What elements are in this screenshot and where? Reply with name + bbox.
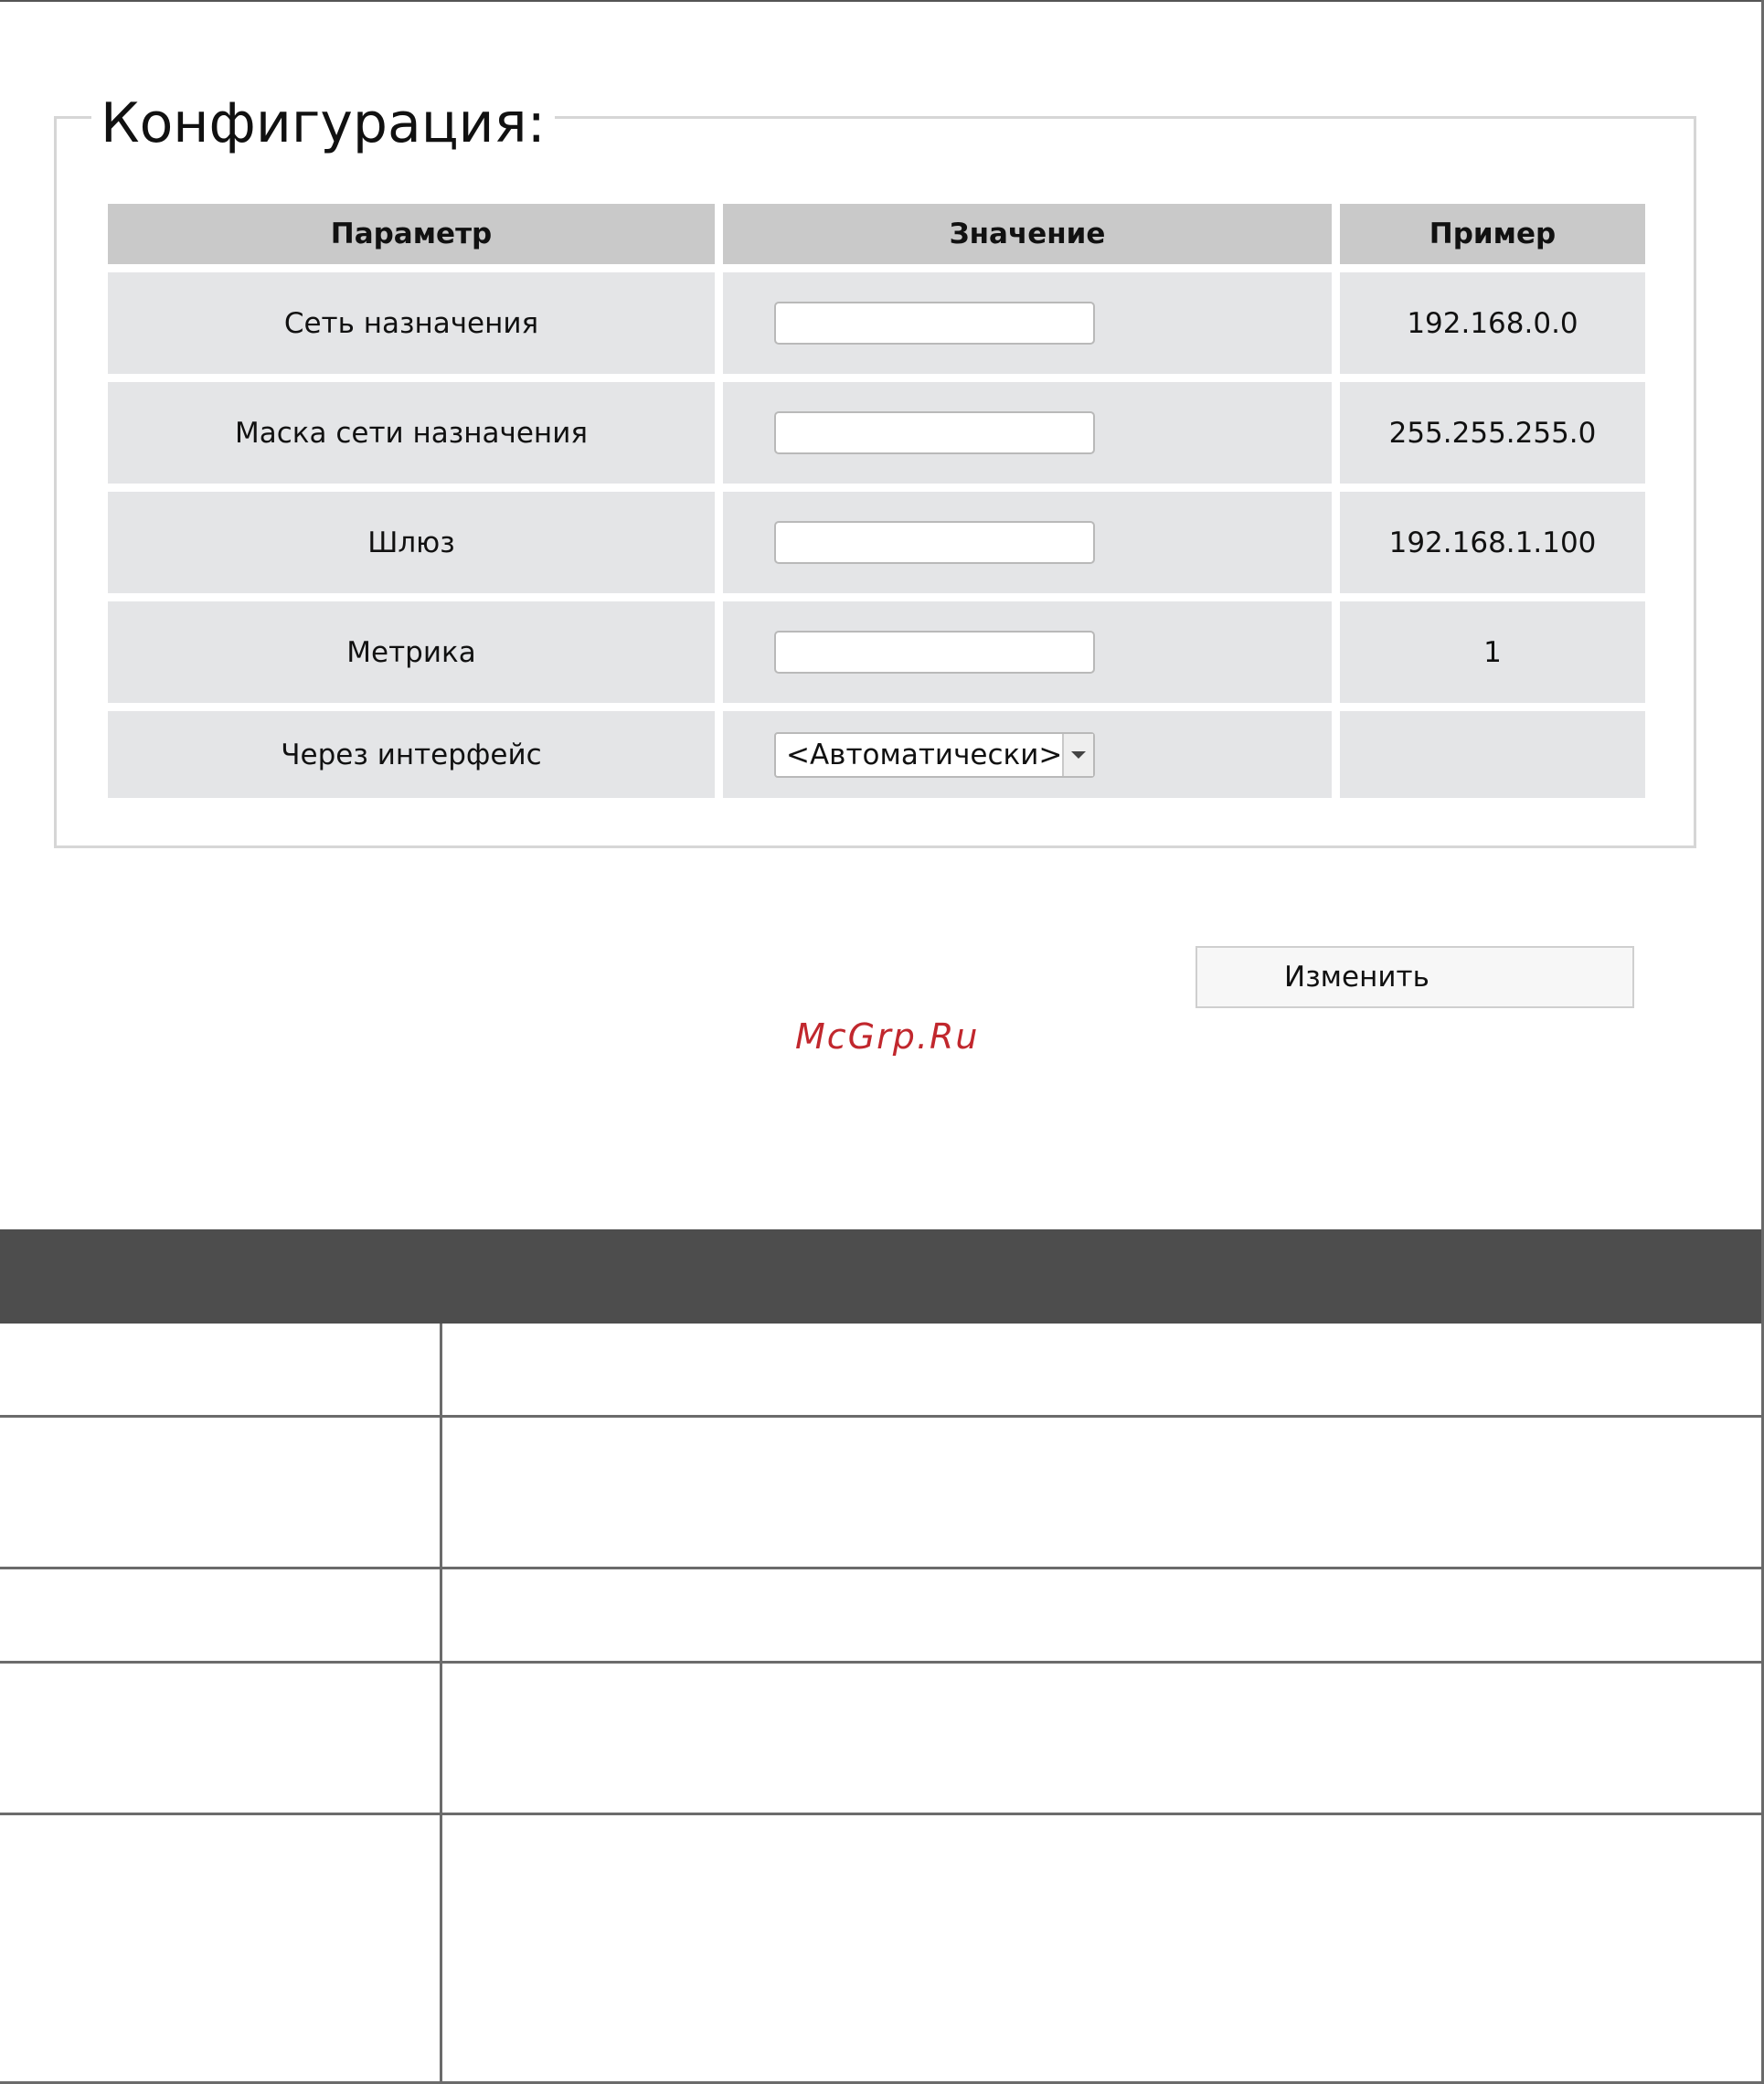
metric-input[interactable]: [774, 631, 1095, 674]
example-gateway: 192.168.1.100: [1340, 492, 1645, 593]
gateway-input[interactable]: [774, 521, 1095, 564]
param-destination-network: Сеть назначения: [108, 272, 715, 374]
param-interface: Через интерфейс: [108, 711, 715, 798]
example-destination-network: 192.168.0.0: [1340, 272, 1645, 374]
example-interface: [1340, 711, 1645, 798]
description-table: [0, 1229, 1761, 2084]
description-table-header: [0, 1229, 1761, 1324]
column-header-value: Значение: [723, 204, 1332, 264]
change-button[interactable]: Изменить: [1195, 946, 1634, 1008]
param-destination-mask: Маска сети назначения: [108, 382, 715, 484]
row-divider: [0, 1567, 1761, 1569]
top-border: [0, 0, 1764, 2]
chevron-down-icon[interactable]: [1062, 734, 1093, 776]
row-divider: [0, 1661, 1761, 1664]
watermark-text: McGrp.Ru: [795, 1016, 980, 1057]
example-destination-mask: 255.255.255.0: [1340, 382, 1645, 484]
destination-network-input[interactable]: [774, 302, 1095, 345]
example-metric: 1: [1340, 601, 1645, 703]
row-divider: [0, 1813, 1761, 1815]
config-legend: Конфигурация:: [91, 82, 555, 165]
column-divider: [440, 1324, 442, 2084]
column-header-parameter: Параметр: [108, 204, 715, 264]
interface-select[interactable]: [774, 732, 1095, 778]
param-gateway: Шлюз: [108, 492, 715, 593]
param-metric: Метрика: [108, 601, 715, 703]
column-header-example: Пример: [1340, 204, 1645, 264]
row-divider: [0, 1415, 1761, 1418]
interface-select-value: <Автоматически>: [786, 739, 1063, 771]
destination-mask-input[interactable]: [774, 411, 1095, 454]
